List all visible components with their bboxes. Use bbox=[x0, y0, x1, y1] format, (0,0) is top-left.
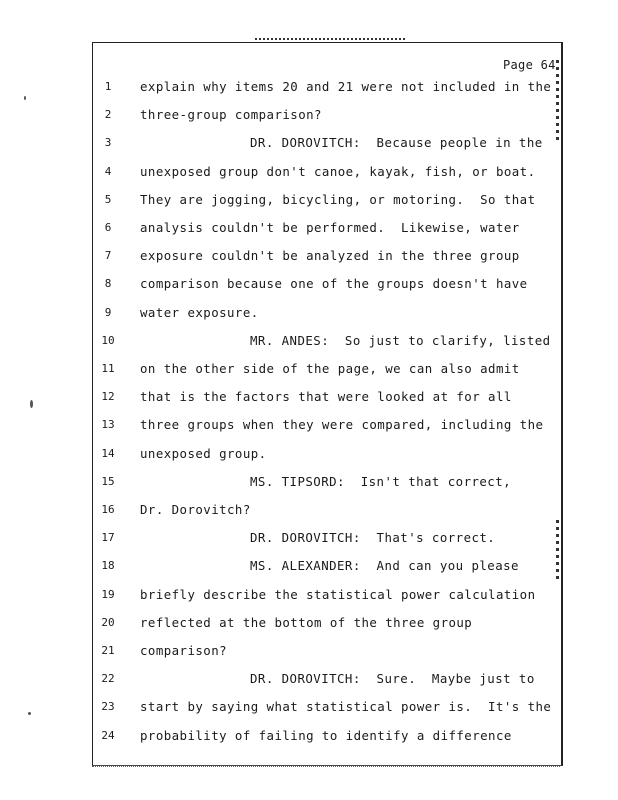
line-text: unexposed group. bbox=[140, 445, 267, 461]
line-number: 12 bbox=[101, 390, 115, 404]
line-text: comparison because one of the groups doesn't have bbox=[140, 276, 528, 292]
line-text: start by saying what statistical power is. It's the bbox=[140, 699, 552, 715]
transcript-line bbox=[0, 445, 618, 465]
scan-speck bbox=[30, 400, 33, 408]
line-number: 15 bbox=[101, 474, 115, 488]
transcript-line bbox=[0, 614, 618, 634]
transcript-line bbox=[0, 642, 618, 662]
line-number: 24 bbox=[101, 728, 115, 742]
line-number: 7 bbox=[104, 249, 112, 263]
line-number: 5 bbox=[104, 192, 112, 206]
transcript-line bbox=[0, 360, 618, 380]
transcript-line bbox=[0, 557, 618, 577]
scan-bottom-marks bbox=[92, 766, 560, 770]
line-text: analysis couldn't be performed. Likewise, water bbox=[140, 220, 520, 235]
transcript-line bbox=[0, 586, 618, 606]
transcript-line bbox=[0, 670, 618, 690]
line-number: 22 bbox=[101, 672, 115, 686]
line-text: MS. TIPSORD: Isn't that correct, bbox=[250, 473, 512, 489]
line-number: 8 bbox=[104, 277, 112, 291]
transcript-line bbox=[0, 191, 618, 211]
line-number: 23 bbox=[101, 700, 115, 714]
line-text: MS. ALEXANDER: And can you please bbox=[250, 558, 519, 574]
line-text: three-group comparison? bbox=[140, 107, 322, 123]
line-text: DR. DOROVITCH: That's correct. bbox=[250, 530, 496, 546]
line-text: that is the factors that were looked at for all bbox=[140, 389, 512, 405]
transcript-line bbox=[0, 304, 618, 324]
transcript-line bbox=[0, 529, 618, 549]
scan-edge-mark bbox=[556, 60, 559, 140]
transcript-line bbox=[0, 275, 618, 295]
line-number: 6 bbox=[104, 221, 112, 234]
line-number: 3 bbox=[104, 136, 112, 150]
line-text: DR. DOROVITCH: Because people in the bbox=[250, 135, 543, 151]
line-text: unexposed group don't canoe, kayak, fish, or boat. bbox=[140, 163, 536, 179]
line-number: 18 bbox=[101, 559, 115, 573]
line-text: explain why items 20 and 21 were not included in the bbox=[140, 79, 552, 94]
line-text: probability of failing to identify a difference bbox=[140, 727, 512, 743]
line-number: 13 bbox=[101, 418, 115, 432]
transcript-line bbox=[0, 163, 618, 183]
line-number: 4 bbox=[104, 164, 112, 178]
line-text: on the other side of the page, we can also admit bbox=[140, 361, 520, 376]
line-number: 1 bbox=[104, 80, 112, 93]
line-number: 9 bbox=[104, 305, 112, 319]
page-number: Page 64 bbox=[503, 58, 556, 72]
transcript-line bbox=[0, 247, 618, 267]
transcript-line bbox=[0, 501, 618, 521]
transcript-line bbox=[0, 219, 618, 239]
line-text: reflected at the bottom of the three group bbox=[140, 614, 473, 630]
line-text: They are jogging, bicycling, or motoring. So that bbox=[140, 191, 536, 207]
transcript-line bbox=[0, 332, 618, 352]
transcript-line bbox=[0, 134, 618, 154]
line-number: 20 bbox=[101, 615, 115, 629]
line-text: exposure couldn't be analyzed in the three group bbox=[140, 248, 520, 264]
line-text: briefly describe the statistical power calculation bbox=[140, 586, 536, 602]
line-text: three groups when they were compared, including the bbox=[140, 417, 544, 433]
line-text: Dr. Dorovitch? bbox=[140, 502, 251, 517]
scan-speck bbox=[24, 96, 26, 100]
line-number: 10 bbox=[101, 333, 115, 347]
line-text: DR. DOROVITCH: Sure. Maybe just to bbox=[250, 671, 535, 687]
line-number: 21 bbox=[101, 644, 115, 657]
transcript-line bbox=[0, 698, 618, 718]
transcript-line bbox=[0, 106, 618, 126]
line-number: 16 bbox=[101, 503, 115, 516]
transcript-line bbox=[0, 416, 618, 436]
line-number: 19 bbox=[101, 587, 115, 601]
scan-speck bbox=[28, 712, 31, 715]
transcript-line bbox=[0, 78, 618, 98]
line-number: 2 bbox=[104, 108, 112, 122]
line-number: 11 bbox=[101, 362, 115, 375]
line-text: comparison? bbox=[140, 643, 228, 658]
transcript-line bbox=[0, 473, 618, 493]
line-text: MR. ANDES: So just to clarify, listed bbox=[250, 332, 551, 348]
line-number: 14 bbox=[101, 446, 115, 460]
line-number: 17 bbox=[101, 531, 115, 545]
transcript-line bbox=[0, 388, 618, 408]
line-text: water exposure. bbox=[140, 304, 259, 320]
transcript-line bbox=[0, 727, 618, 747]
